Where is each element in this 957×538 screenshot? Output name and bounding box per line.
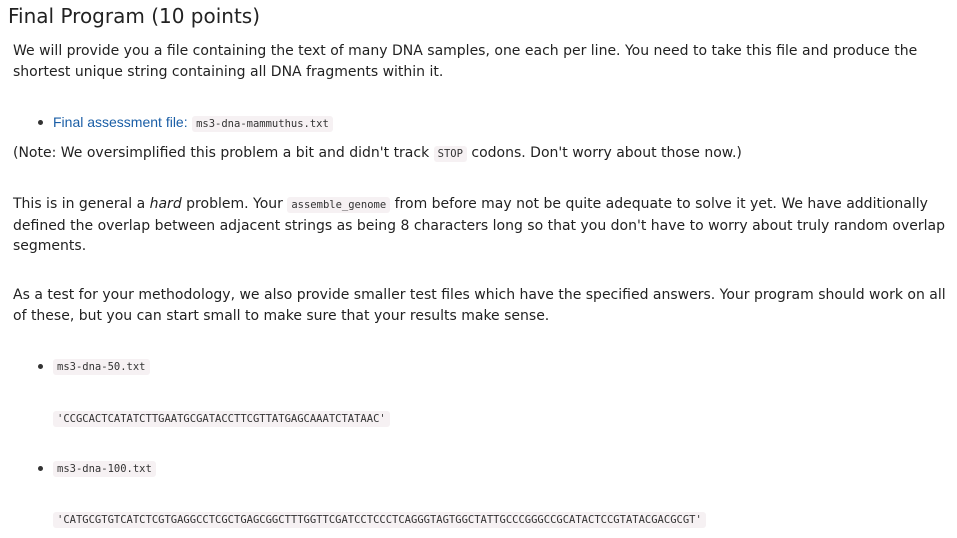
intro-paragraph: We will provide you a file containing the text of many DNA samples, one each per line. You need to take this file and produce the shortest unique string containing all DNA fragments within it.	[13, 43, 918, 80]
section-heading: Final Program (10 points)	[8, 4, 261, 28]
hard-text-2: problem. Your	[181, 196, 288, 212]
bullet-icon	[38, 120, 43, 125]
hard-problem-paragraph	[13, 194, 953, 257]
assessment-filename: ms3-dna-mammuthus.txt	[192, 116, 333, 132]
expected-answer	[53, 407, 390, 426]
bullet-icon	[38, 364, 43, 369]
answer-string: 'CATGCGTGTCATCTCGTGAGGCCTCGCTGAGCGGCTTTGGTTCGATCCTCCCTCAGGGTAGTGGCTATTGCCCGGGCCGCATACTCCGTATACGACGCGT'	[53, 512, 706, 528]
stop-code: STOP	[434, 146, 467, 162]
expected-answer	[53, 508, 706, 527]
hard-emphasis: hard	[149, 196, 182, 212]
note-text-before: (Note: We oversimplified this problem a bit and didn't track	[13, 145, 434, 161]
note-paragraph	[13, 143, 953, 165]
assessment-list-item	[53, 112, 333, 134]
test-file-item	[53, 458, 156, 479]
hard-text-3: from before may not be quite adequate to solve it yet. We have additionally defined the overlap between adjacent strings as being 8 characters long so that you don't have to worry about truly random overlap segments.	[13, 196, 946, 254]
hard-text-1: This is in general a	[13, 196, 150, 212]
note-text-after: codons. Don't worry about those now.)	[466, 145, 742, 161]
methodology-paragraph: As a test for your methodology, we also provide smaller test files which have the specified answers. Your program should work on all of these, but you can start small to make sure that your results make sense.	[13, 287, 946, 324]
answer-string: 'CCGCACTCATATCTTGAATGCGATACCTTCGTTATGAGCAAATCTATAAC'	[53, 411, 390, 427]
final-assessment-link[interactable]: Final assessment file:	[53, 114, 188, 130]
test-filename: ms3-dna-100.txt	[53, 461, 156, 477]
test-filename: ms3-dna-50.txt	[53, 359, 150, 375]
bullet-icon	[38, 466, 43, 471]
assemble-genome-code: assemble_genome	[287, 197, 390, 213]
test-file-item	[53, 356, 150, 377]
